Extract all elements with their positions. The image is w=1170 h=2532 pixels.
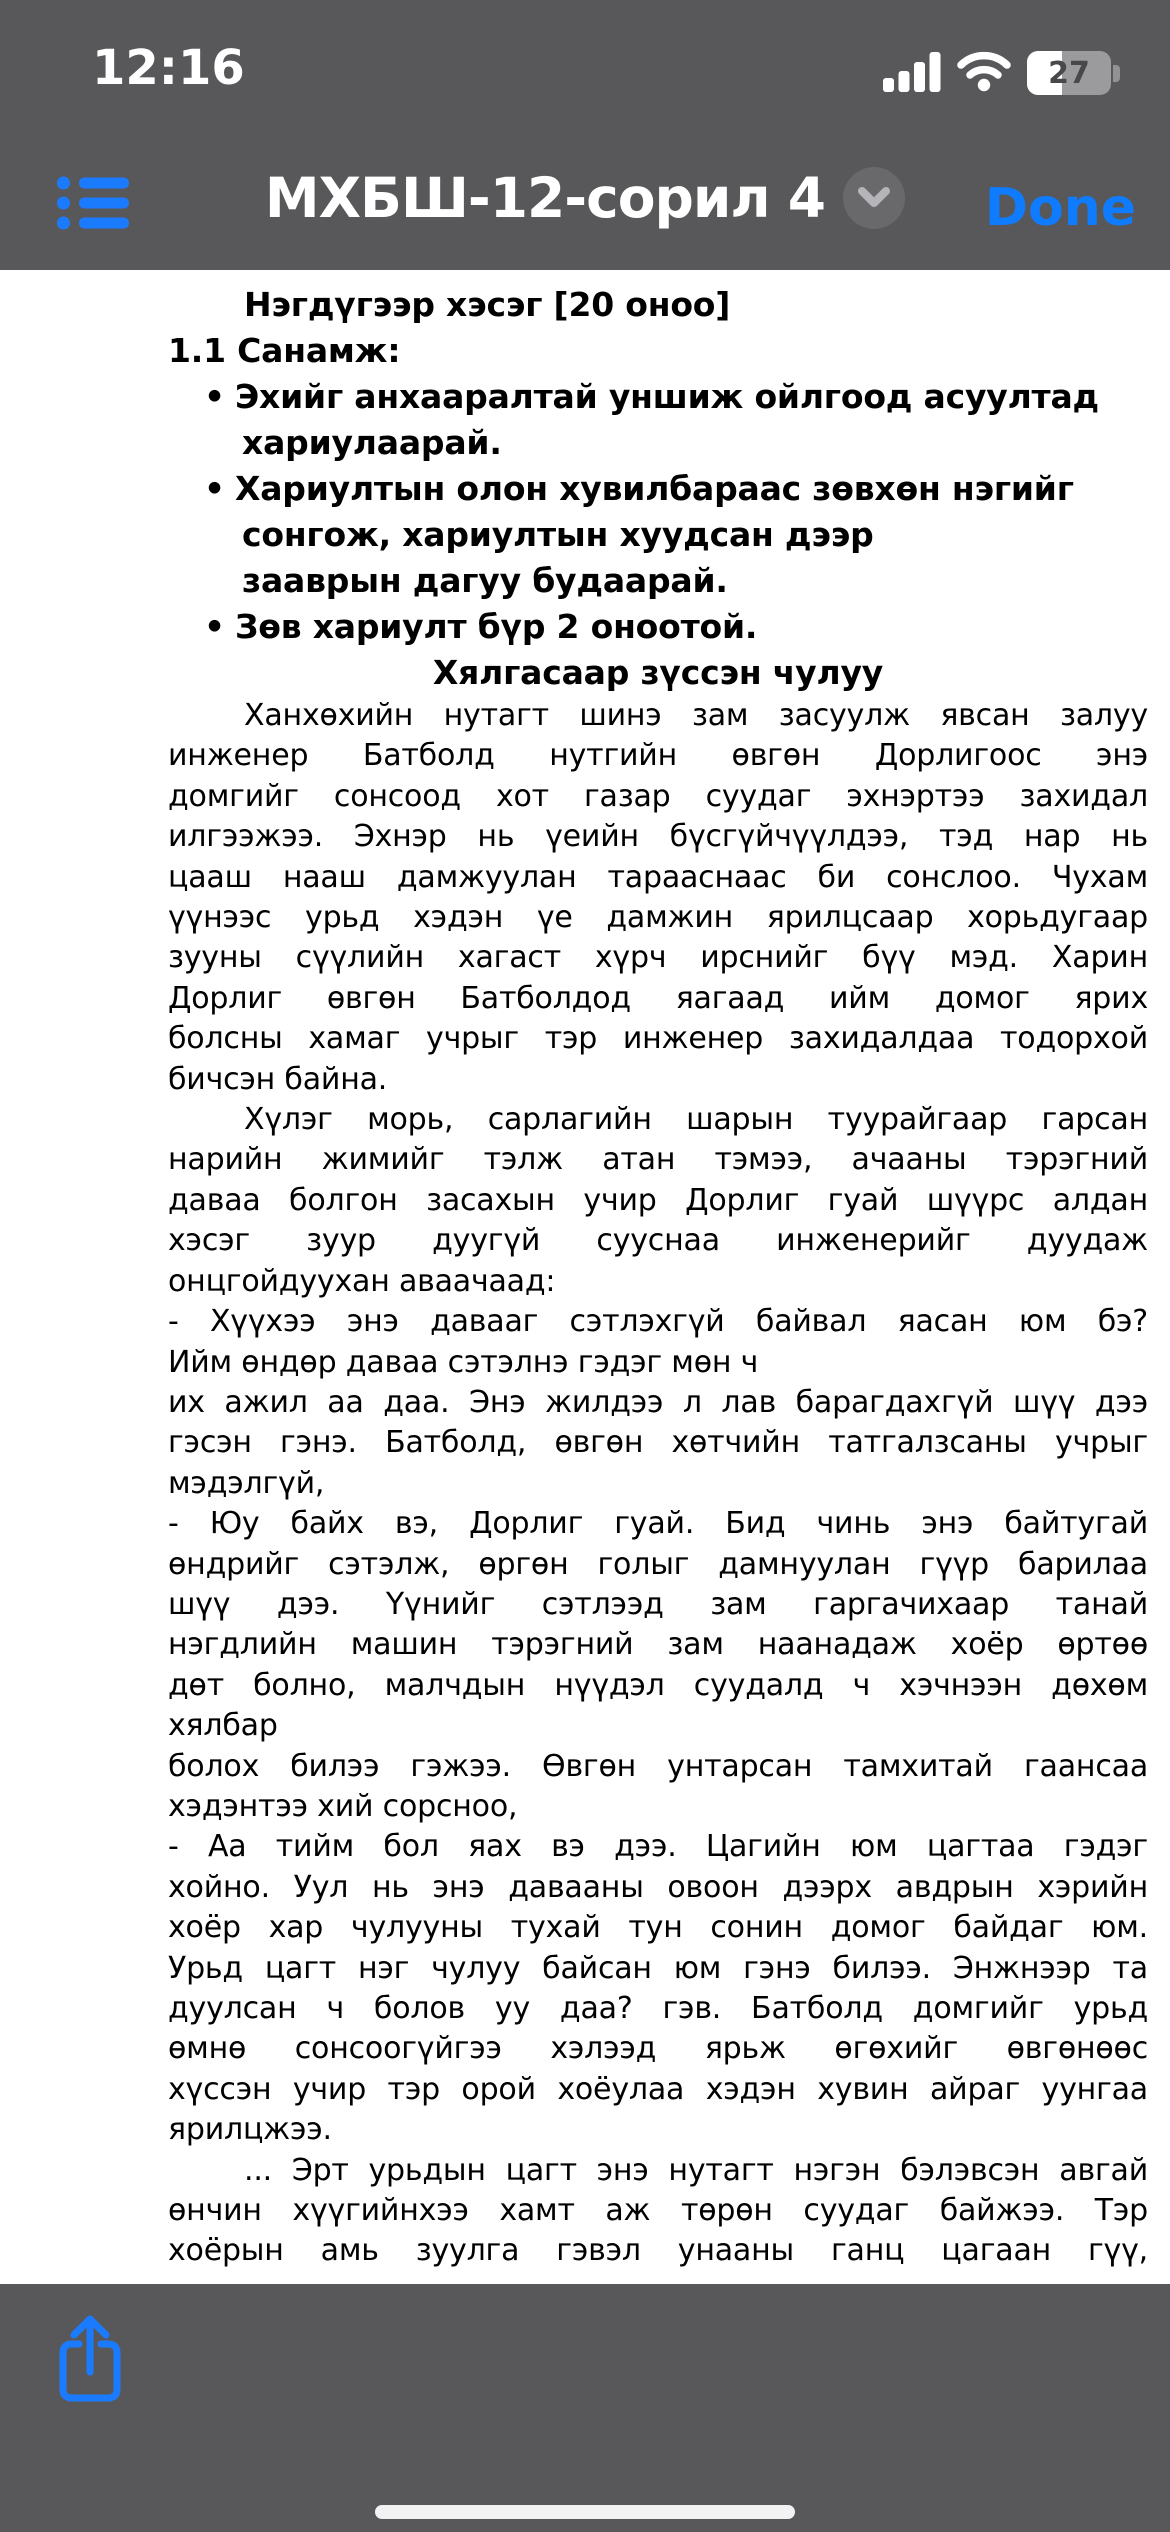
document-line: Хялгасаар зүссэн чулуу — [432, 653, 884, 692]
battery-icon — [1027, 51, 1120, 95]
battery-percent: 27 — [1048, 55, 1090, 91]
document-line: бичсэн байна. — [168, 1061, 388, 1097]
document-line: нэгдлийн машин тэрэгний зам наанадаж хоёр өртөө — [168, 1627, 1148, 1663]
document-line: дуулсан ч болов уу даа? гэв. Батболд домгийг урьд — [168, 1991, 1148, 2026]
document-lines — [168, 270, 1148, 2272]
document-line: дөт болно, малчдын нүүдэл суудалд ч хэчнээн дөхөм — [168, 1667, 1148, 1703]
document-line: инженер Батболд нутгийн өвгөн Дорлигоос энэ — [168, 738, 1148, 774]
document-line: хоёр хар чулууны тухай тун сонин домог байдаг юм. — [168, 1910, 1148, 1946]
document-line: даваа болгон засахын учир Дорлиг гуай шүүрс алдан — [168, 1182, 1148, 1218]
document-line: Хүлэг морь, сарлагийн шарын туурайгаар гарсан — [244, 1102, 1148, 1138]
document-line: хойно. Уул нь энэ давааны овоон дээрх авдрын хэрийн — [168, 1869, 1148, 1905]
status-time: 12:16 — [92, 40, 245, 96]
done-button[interactable]: Done — [984, 178, 1136, 238]
document-line: • Эхийг анхааралтай уншиж ойлгоод асуултад — [168, 374, 1148, 420]
document-line: - Юу байх вэ, Дорлиг гуай. Бид чинь энэ байтугай — [168, 1506, 1148, 1542]
document-line: болох билээ гэжээ. Өвгөн унтарсан тамхитай гаансаа — [168, 1748, 1148, 1784]
document-line: үүнээс урьд хэдэн үе дамжин ярилцсаар хорьдугаар — [168, 900, 1148, 936]
document-line: өнчин хүүгийнхээ хамт аж төрөн суудаг байжээ. Тэр — [168, 2193, 1148, 2229]
document-line: • Зөв хариулт бүр 2 оноотой. — [168, 604, 1148, 650]
document-line: ярилцжээ. — [168, 2112, 332, 2148]
document-line: хариулаарай. — [242, 423, 502, 462]
document-line: домгийг сонсоод хот газар суудаг эхнэртээ захидал — [168, 778, 1148, 814]
document-line: мэдэлгүй, — [168, 1465, 325, 1501]
document-line: өндрийг сэтэлж, өргөн голыг дамнуулан гүүр барилаа — [168, 1546, 1148, 1582]
document-line: Ийм өндөр даваа сэтэлнэ гэдэг мөн ч — [168, 1344, 759, 1380]
document-line: онцгойдуухан аваачаад: — [168, 1263, 556, 1299]
document-line: сонгож, хариултын хуудсан дээр — [242, 515, 874, 554]
document-line: хэсэг зуур дуугүй сууснаа инженерийг дуудаж — [168, 1223, 1148, 1259]
document-line: ... Эрт урьдын цагт энэ нутагт нэгэн бэлэвсэн авгай — [244, 2152, 1148, 2188]
document-line: - Хүүхээ энэ давааг сэтлэхгүй байвал яасан юм бэ? — [168, 1304, 1148, 1340]
document-line: Урьд цагт нэг чулуу байсан юм гэнэ билээ. Энжнээр та — [168, 1950, 1148, 1986]
document-line: шүү дээ. Үүнийг сэтлээд зам гаргачихаар танай — [168, 1586, 1148, 1622]
document-line: хэдэнтээ хий сорсноо, — [168, 1788, 518, 1824]
document-line: их ажил аа даа. Энэ жилдээ л лав барагдахгүй шүү дээ — [168, 1384, 1148, 1420]
document-line: зааврын дагуу будаарай. — [242, 561, 728, 600]
share-button[interactable] — [55, 2314, 125, 2410]
document-line: нарийн жимийг тэлж атан тэмээ, ачааны тэрэгний — [168, 1142, 1148, 1178]
bottom-toolbar — [0, 2284, 1170, 2532]
home-indicator[interactable] — [375, 2505, 795, 2519]
wifi-icon — [957, 50, 1011, 96]
document-line: цааш нааш дамжуулан тарааснаас би сонслоо. Чухам — [168, 859, 1148, 895]
battery-nub — [1113, 65, 1120, 82]
document-line: Ханхөхийн нутагт шинэ зам засуулж явсан залуу — [244, 698, 1148, 733]
battery-body — [1027, 51, 1111, 95]
document-page[interactable] — [0, 270, 1170, 2284]
document-line: гэсэн гэнэ. Батболд, өвгөн хөтчийн татгалзсаны учрыг — [168, 1425, 1148, 1461]
share-icon — [55, 2391, 125, 2410]
chevron-down-icon — [843, 165, 905, 231]
document-line: хүссэн учир тэр орой хоёулаа хэдэн хувин айраг уунгаа — [168, 2071, 1148, 2107]
document-line: илгээжээ. Эхнэр нь үеийн бүсгүйчүүлдээ, тэд нар нь — [168, 819, 1148, 855]
document-line: болсны хамаг учрыг тэр инженер захидалдаа тодорхой — [168, 1021, 1148, 1057]
document-line: - Аа тийм бол яах вэ дээ. Цагийн юм цагтаа гэдэг — [168, 1829, 1148, 1865]
cellular-signal-icon — [883, 50, 941, 96]
document-line: хялбар — [168, 1708, 278, 1744]
document-line: хоёрын амь зуулга гэвэл унааны ганц цагаан гүү, — [168, 2233, 1148, 2269]
document-line: Нэгдүгээр хэсэг [20 оноо] — [244, 285, 731, 324]
status-icons — [883, 50, 1120, 96]
document-line: Дорлиг өвгөн Батболдод яагаад ийм домог ярих — [168, 980, 1148, 1016]
document-line: өмнө сонсоогүйгээ хэлээд ярьж өгөхийг өвгөнөөс — [168, 2031, 1148, 2067]
title-menu-button[interactable] — [843, 167, 905, 229]
document-line: зууны сүүлийн хагаст хүрч ирснийг бүү мэд. Харин — [168, 940, 1148, 976]
document-line: 1.1 Санамж: — [168, 331, 401, 370]
document-title: МХБШ-12-сорил 4 — [264, 166, 826, 230]
document-line: • Хариултын олон хувилбараас зөвхөн нэгийг — [168, 466, 1148, 512]
